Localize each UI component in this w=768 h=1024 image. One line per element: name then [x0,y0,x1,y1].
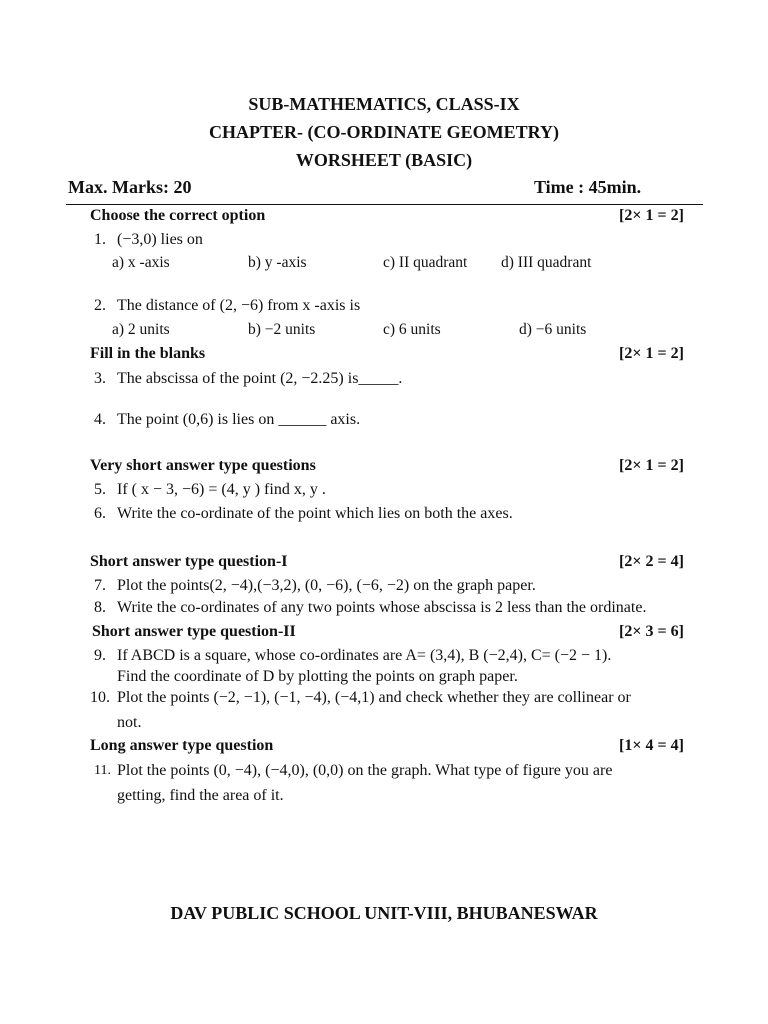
question-number: 8. [94,599,106,616]
question-number: 6. [94,505,106,522]
title-worksheet: WORSHEET (BASIC) [295,150,473,170]
question-text: Write the co-ordinate of the point which lies on both the axes. [117,505,513,522]
question-text: The point (0,6) is lies on ______ axis. [117,411,361,428]
option-a: a) 2 units [112,321,170,338]
title-chapter: CHAPTER- (CO-ORDINATE GEOMETRY) [208,122,560,142]
section-title-mcq: Choose the correct option [90,207,266,224]
question-text: The distance of (2, −6) from x -axis is [117,297,361,314]
question-text-continued: Find the coordinate of D by plotting the points on graph paper. [117,668,518,685]
option-d: d) −6 units [519,321,587,338]
question-text: If ABCD is a square, whose co-ordinates are A= (3,4), B (−2,4), C= (−2 − 1). [117,647,612,664]
question-text: Write the co-ordinates of any two points whose abscissa is 2 less than the ordinate. [117,599,647,616]
question-number: 2. [94,297,106,314]
question-text: Plot the points (−2, −1), (−1, −4), (−4,1) and check whether they are collinear or [117,689,631,706]
section-title-vsa: Very short answer type questions [90,457,316,474]
section-marks-fill: [2× 1 = 2] [619,345,684,362]
question-number: 4. [94,411,106,428]
option-b: b) y -axis [248,254,307,271]
question-number: 10. [90,689,110,706]
section-marks-vsa: [2× 1 = 2] [619,457,684,474]
question-number: 3. [94,370,106,387]
option-d: d) III quadrant [501,254,592,271]
section-title-fill: Fill in the blanks [90,345,206,362]
option-c: c) II quadrant [383,254,468,271]
question-number: 1. [94,231,106,248]
question-number: 9. [94,647,106,664]
question-text: The abscissa of the point (2, −2.25) is_____. [117,370,403,387]
header-rule [66,204,703,205]
title-subject: SUB-MATHEMATICS, CLASS-IX [248,94,520,114]
max-marks: Max. Marks: 20 [68,177,192,197]
section-marks-sa1: [2× 2 = 4] [619,553,684,570]
question-text: Plot the points (0, −4), (−4,0), (0,0) on the graph. What type of figure you are [117,762,613,779]
question-text: Plot the points(2, −4),(−3,2), (0, −6), (−6, −2) on the graph paper. [117,577,536,594]
question-text: If ( x − 3, −6) = (4, y ) find x, y . [117,481,326,498]
section-title-sa1: Short answer type question-I [90,553,288,570]
section-title-sa2: Short answer type question-II [92,623,296,640]
question-number: 5. [94,481,106,498]
section-marks-sa2: [2× 3 = 6] [619,623,684,640]
option-c: c) 6 units [383,321,441,338]
time-limit: Time : 45min. [534,177,642,197]
section-marks-la: [1× 4 = 4] [619,737,684,754]
question-text-continued: not. [117,714,142,731]
question-text-continued: getting, find the area of it. [117,787,284,804]
option-a: a) x -axis [112,254,170,271]
question-number: 11. [94,763,111,778]
question-number: 7. [94,577,106,594]
question-text: (−3,0) lies on [117,231,203,248]
section-marks-mcq: [2× 1 = 2] [619,207,684,224]
school-name: DAV PUBLIC SCHOOL UNIT-VIII, BHUBANESWAR [170,903,598,923]
option-b: b) −2 units [248,321,316,338]
section-title-la: Long answer type question [90,737,274,754]
